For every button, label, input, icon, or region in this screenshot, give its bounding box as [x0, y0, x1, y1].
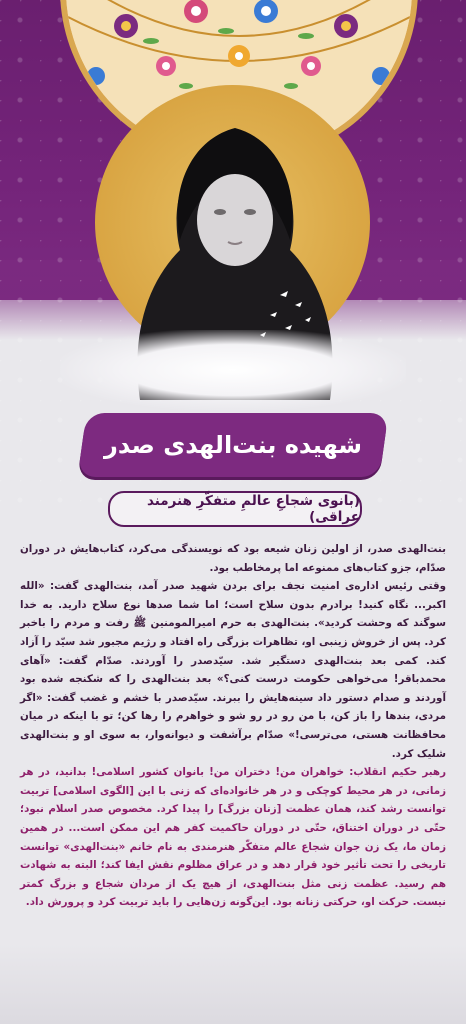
paragraph-intro: بنت‌الهدی صدر، از اولین زنان شیعه بود که نویسندگی می‌کرد، کتاب‌هایش در دوران صدّام، جزو کتاب‌های ممنوعه اما پرمخاطب بود. — [20, 543, 446, 574]
paragraph-leader-quote: رهبر حکیم انقلاب: خواهران من! دختران من! بانوان کشور اسلامی! بدانید، در هر زمانی، در هر محیط کوچکی و در هر خانواده‌ای که زنی با این [الگوی اسلامی] تربیت توانست رشد کند، همان عظمت [زنان بزرگ] را پیدا کرد. مخصوص صدر اسلام نبود؛ حتّی در دوران اختناق، حتّی در دوران حاکمیت کفر هم این ممکن است... در همین زمان ما، یک زن جوان شجاع عالم متفکّر هنرمندی به نام خانم «بنت‌الهدی» توانست تاریخی را تحت تأثیر خود قرار دهد و در عراق مظلوم نقش ایفا کند؛ البته به شهادت هم رسید. عظمت زنی مثل بنت‌الهدی، از هیچ یک از مردان شجاع و بزرگ کمتر نیست. حرکت او، حرکتی زنانه بود. این‌گونه زن‌هایی را باید تربیت کرد و پرورش داد. — [20, 766, 446, 909]
page-title: شهیده بنت‌الهدی صدر — [104, 431, 363, 459]
bottom-fade — [0, 944, 466, 1024]
cloud-decoration — [60, 330, 406, 410]
biography-text — [20, 540, 446, 912]
paragraph-story: وقتی رئیس اداره‌ی امنیت نجف برای بردن شهید صدر آمد، بنت‌الهدی گفت: «الله اکبر... نگاه کنید! برادرم بدون سلاح است؛ اما شما صدها نوع سلاح دارید. به خدا سوگند که وحشت کردید». بنت‌الهدی به حرم امیرالمومنین ﷺ رفت و مردم را باخبر کرد. پس از خروش زینبی او، تظاهرات بزرگی راه افتاد و رژیم مجبور شد سیّد را آزاد کند. کمی بعد بنت‌الهدی دستگیر شد. سیّدصدر را آوردند. صدّام گفت: «آهای محمدباقر! می‌خواهی حکومت درست کنی؟» بعد بنت‌الهدی را که شکنجه شده بود آوردند و صدام دستور داد سینه‌هایش را ببرند. سیّدصدر با خشم و غضب گفت: «اگر مردی، بندها را باز کن، با من رو در رو شو و خواهرم را رها کن؛ تو با اینکه در میان محافظانت هستی، می‌ترسی!» صدّام برآشفت و دیوانه‌وار، به سوی او و بنت‌الهدی شلیک کرد. — [20, 580, 446, 760]
subtitle: (بانوی شجاعِ عالمِ متفکّرِ هنرمند عراقی) — [108, 491, 362, 527]
